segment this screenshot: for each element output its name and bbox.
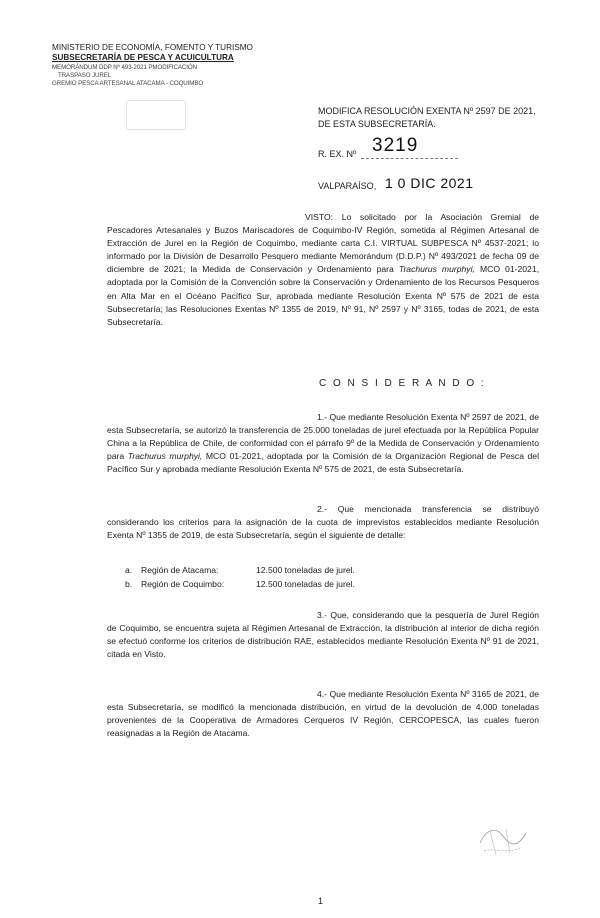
list-item-value: 12.500 toneladas de jurel. — [256, 579, 355, 589]
rex-label: R. EX. Nº — [318, 149, 357, 159]
rex-underline — [361, 158, 458, 159]
considerando-heading: C O N S I D E R A N D O : — [319, 378, 486, 389]
ministry-name: MINISTERIO DE ECONOMÍA, FOMENTO Y TURISMO — [52, 43, 253, 52]
list-item-region: Región de Atacama: — [141, 565, 219, 575]
page-number: 1 — [318, 896, 324, 906]
date-stamp: 1 0 DIC 2021 — [385, 175, 474, 191]
distribution-list — [125, 564, 545, 592]
list-item — [125, 578, 545, 592]
species-name: Trachurus murphyi, — [127, 451, 203, 462]
list-item — [125, 564, 545, 578]
title-line: DE ESTA SUBSECRETARÍA. — [318, 119, 436, 129]
list-item-letter: a. — [125, 565, 133, 575]
rex-number: 3219 — [372, 135, 419, 156]
considerando-4-paragraph: 4.- Que mediante Resolución Exenta Nº 3165 de 2021, de esta Subsecretaría, se modificó la mencionada distribución, en virtud de la devolución de 4.000 toneladas provenientes de la Cooperativa de Armadores Cerqueros IV Región, CERCOPESCA, las cuales fueron reasignadas a la Región de Atacama. — [107, 689, 539, 739]
resolution-title — [318, 105, 578, 131]
signature-mark — [476, 821, 532, 861]
document-header — [52, 43, 272, 89]
reference-line: MEMORÁNDUM DDP Nº 493-2021 PMODIFICACIÓN — [52, 63, 197, 71]
title-line: MODIFICA RESOLUCIÓN EXENTA Nº 2597 DE 2021, — [318, 106, 536, 116]
list-item-letter: b. — [125, 579, 133, 589]
reference-line: TRASPASO JUREL — [58, 72, 112, 80]
considerando-1-paragraph: 1.- Que mediante Resolución Exenta Nº 2597 de 2021, de esta Subsecretaría, se autorizó la transferencia de 25.000 toneladas de jurel efectuada por la República Popular China a la República de Chile, de conformidad con el párrafo 9º de la Medida de Conservación y Ordenamiento para Trachurus murphyi, MCO 01-2021, adoptada por la Comisión de la Organización Regional de Pesca del Pacífico Sur y aprobada mediante Resolución Exenta Nº 575 de 2021, de esta Subsecretaría. — [107, 412, 539, 475]
considerando-2-paragraph: 2.- Que mencionada transferencia se distribuyó considerando los criterios para la asignación de la cuota de imprevistos establecidos mediante Resolución Exenta Nº 1355 de 2019, de esta Subsecretaría, según el siguiente de detalle: — [107, 504, 539, 541]
list-item-value: 12.500 toneladas de jurel. — [256, 565, 355, 575]
faded-stamp — [126, 100, 186, 130]
subsecretaria-name: SUBSECRETARÍA DE PESCA Y ACUICULTURA — [52, 53, 234, 63]
species-name: Trachurus murphyi, — [398, 264, 475, 275]
reference-line: GREMIO PESCA ARTESANAL ATACAMA - COQUIMBO — [52, 80, 204, 88]
city-label: VALPARAÍSO, — [318, 181, 377, 191]
list-item-region: Región de Coquimbo: — [141, 579, 225, 589]
visto-paragraph: VISTO: Lo solicitado por la Asociación Gremial de Pescadores Artesanales y Buzos Mariscadores de Coquimbo-IV Región, sometida al Régimen Artesanal de Extracción de Jurel en la Región de Coquimbo, mediante carta C.I. VIRTUAL SUBPESCA Nº 4537-2021; lo informado por la División de Desarrollo Pesquero mediante Memorándum (D.D.P.) Nº 493/2021 de fecha 09 de diciembre de 2021; la Medida de Conservación y Ordenamiento para Trachurus murphyi, MCO 01-2021, adoptada por la Comisión de la Convención sobre la Conservación y Ordenamiento de los Recursos Pesqueros en Alta Mar en el Océano Pacífico Sur, aprobada mediante Resolución Exenta Nº 575 de 2021 de esta Subsecretaría; las Resoluciones Exentas Nº 1355 de 2019, Nº 91, Nº 2597 y Nº 3165, todas de 2021, de esta Subsecretaría. — [107, 212, 539, 327]
considerando-3-paragraph: 3.- Que, considerando que la pesquería de Jurel Región de Coquimbo, se encuentra sujeta al Régimen Artesanal de Extracción, la distribución al interior de dicha región se efectuó conforme los criterios de distribución RAE, establecidos mediante Resolución Exenta Nº 91 de 2021, citada en Visto. — [107, 610, 539, 660]
